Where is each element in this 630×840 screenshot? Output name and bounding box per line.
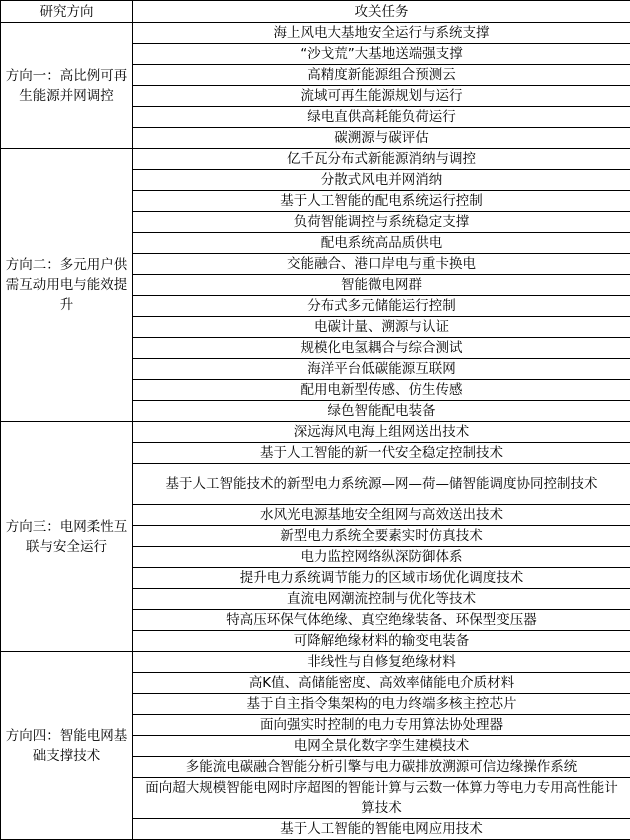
task-cell: 特高压环保气体绝缘、真空绝缘装备、环保型变压器 (133, 610, 630, 631)
task-cell: 提升电力系统调节能力的区域市场优化调度技术 (133, 568, 630, 589)
task-cell: 电力监控网络纵深防御体系 (133, 547, 630, 568)
task-cell: 智能微电网群 (133, 275, 630, 296)
table-row (1, 149, 630, 170)
table-row (1, 422, 630, 443)
task-cell: 非线性与自修复绝缘材料 (133, 652, 630, 673)
task-cell: 绿电直供高耗能负荷运行 (133, 107, 630, 128)
task-cell: 电碳计量、溯源与认证 (133, 317, 630, 338)
header-row (1, 1, 630, 23)
task-cell: 负荷智能调控与系统稳定支撑 (133, 212, 630, 233)
task-cell: 配电系统高品质供电 (133, 233, 630, 254)
task-cell: 高精度新能源组合预测云 (133, 65, 630, 86)
task-cell: 分散式风电并网消纳 (133, 170, 630, 191)
direction-cell: 方向二：多元用户供需互动用电与能效提升 (1, 149, 133, 422)
task-cell: 海上风电大基地安全运行与系统支撑 (133, 23, 630, 44)
task-cell: 多能流电碳融合智能分析引擎与电力碳排放溯源可信边缘操作系统 (133, 757, 630, 778)
direction-cell: 方向一：高比例可再生能源并网调控 (1, 23, 133, 149)
task-cell: 可降解绝缘材料的输变电装备 (133, 631, 630, 652)
task-cell: 新型电力系统全要素实时仿真技术 (133, 526, 630, 547)
task-cell: 亿千瓦分布式新能源消纳与调控 (133, 149, 630, 170)
task-cell: 规模化电氢耦合与综合测试 (133, 338, 630, 359)
task-cell: 基于人工智能的智能电网应用技术 (133, 819, 630, 840)
task-cell: 碳溯源与碳评估 (133, 128, 630, 149)
task-cell: 面向强实时控制的电力专用算法协处理器 (133, 715, 630, 736)
task-cell: 基于人工智能的配电系统运行控制 (133, 191, 630, 212)
task-cell: 电网全景化数字孪生建模技术 (133, 736, 630, 757)
direction-cell: 方向三：电网柔性互联与安全运行 (1, 422, 133, 652)
task-cell: 交能融合、港口岸电与重卡换电 (133, 254, 630, 275)
task-cell: “沙戈荒”大基地送端强支撑 (133, 44, 630, 65)
header-key-tasks: 攻关任务 (133, 1, 630, 23)
task-cell: 面向超大规模智能电网时序超图的智能计算与云数一体算力等电力专用高性能计算技术 (133, 778, 630, 819)
table-row (1, 652, 630, 673)
task-cell: 配用电新型传感、仿生传感 (133, 380, 630, 401)
task-cell: 基于人工智能技术的新型电力系统源—网—荷—储智能调度协同控制技术 (133, 464, 630, 505)
task-cell: 基于人工智能的新一代安全稳定控制技术 (133, 443, 630, 464)
task-cell: 分布式多元储能运行控制 (133, 296, 630, 317)
header-research-direction: 研究方向 (1, 1, 133, 23)
task-cell: 基于自主指令集架构的电力终端多核主控芯片 (133, 694, 630, 715)
task-cell: 海洋平台低碳能源互联网 (133, 359, 630, 380)
task-cell: 直流电网潮流控制与优化等技术 (133, 589, 630, 610)
task-cell: 高K值、高储能密度、高效率储能电介质材料 (133, 673, 630, 694)
table-row (1, 23, 630, 44)
task-cell: 流域可再生能源规划与运行 (133, 86, 630, 107)
task-cell: 深远海风电海上组网送出技术 (133, 422, 630, 443)
task-cell: 水风光电源基地安全组网与高效送出技术 (133, 505, 630, 526)
table-body (1, 23, 630, 840)
task-cell: 绿色智能配电装备 (133, 401, 630, 422)
direction-cell: 方向四：智能电网基础支撑技术 (1, 652, 133, 840)
